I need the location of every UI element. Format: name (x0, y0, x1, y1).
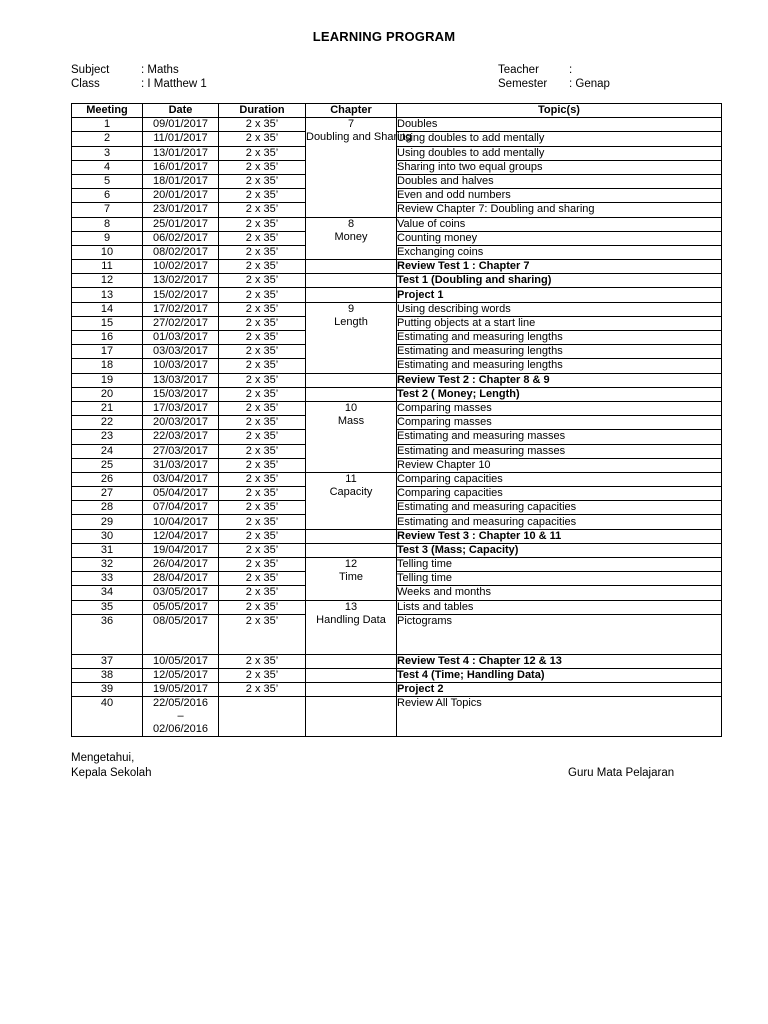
table-row (72, 401, 722, 415)
duration-cell: 2 x 35’ (219, 401, 306, 415)
header-duration: Duration (219, 104, 306, 118)
date-cell: 19/05/2017 (143, 683, 219, 697)
meeting-cell: 30 (72, 529, 143, 543)
date-cell: 07/04/2017 (143, 501, 219, 515)
topic-cell: Using doubles to add mentally (397, 132, 722, 146)
meeting-cell: 14 (72, 302, 143, 316)
meeting-cell: 37 (72, 654, 143, 668)
table-row (72, 697, 722, 737)
class-value: : I Matthew 1 (141, 78, 207, 90)
chapter-number: 13 (344, 600, 358, 613)
table-row (72, 458, 722, 472)
chapter-cell-empty (306, 683, 397, 697)
topic-cell: Review Test 2 : Chapter 8 & 9 (397, 373, 722, 387)
header-meeting: Meeting (72, 104, 143, 118)
table-row (72, 217, 722, 231)
chapter-number: 7 (347, 118, 355, 131)
teacher-value: : (569, 64, 573, 76)
meeting-cell: 17 (72, 345, 143, 359)
table-row (72, 472, 722, 486)
duration-cell: 2 x 35’ (219, 331, 306, 345)
date-cell: 13/01/2017 (143, 146, 219, 160)
topic-cell: Estimating and measuring lengths (397, 331, 722, 345)
date-cell: 13/02/2017 (143, 274, 219, 288)
table-row (72, 501, 722, 515)
table-row (72, 387, 722, 401)
subject-label: Subject (71, 64, 110, 76)
table-row (72, 160, 722, 174)
chapter-number: 8 (347, 217, 355, 230)
date-cell: 03/04/2017 (143, 472, 219, 486)
date-cell: 23/01/2017 (143, 203, 219, 217)
date-cell: 18/01/2017 (143, 174, 219, 188)
duration-cell: 2 x 35’ (219, 444, 306, 458)
table-row (72, 260, 722, 274)
chapter-cell-13 (306, 600, 397, 654)
topic-cell: Estimating and measuring lengths (397, 359, 722, 373)
duration-cell: 2 x 35’ (219, 586, 306, 600)
topic-cell: Test 4 (Time; Handling Data) (397, 668, 722, 682)
meeting-cell: 2 (72, 132, 143, 146)
duration-cell: 2 x 35’ (219, 373, 306, 387)
chapter-cell-8 (306, 217, 397, 260)
duration-cell: 2 x 35’ (219, 600, 306, 614)
chapter-name: Money (334, 230, 368, 243)
meeting-cell: 25 (72, 458, 143, 472)
table-header-row (72, 104, 722, 118)
chapter-name: Doubling and Sharing (306, 131, 412, 144)
date-cell: 31/03/2017 (143, 458, 219, 472)
date-cell: 08/02/2017 (143, 245, 219, 259)
duration-cell: 2 x 35’ (219, 316, 306, 330)
meeting-cell: 21 (72, 401, 143, 415)
chapter-cell-empty (306, 373, 397, 387)
date-cell: 15/03/2017 (143, 387, 219, 401)
topic-cell: Exchanging coins (397, 245, 722, 259)
date-cell: 17/02/2017 (143, 302, 219, 316)
duration-cell: 2 x 35’ (219, 558, 306, 572)
duration-cell: 2 x 35’ (219, 430, 306, 444)
table-row (72, 302, 722, 316)
duration-cell: 2 x 35’ (219, 543, 306, 557)
footer-acknowledge (71, 751, 152, 781)
table-row (72, 543, 722, 557)
table-row (72, 572, 722, 586)
date-cell: 10/05/2017 (143, 654, 219, 668)
chapter-cell-11 (306, 472, 397, 529)
topic-cell: Review Test 4 : Chapter 12 & 13 (397, 654, 722, 668)
footer-guru: Guru Mata Pelajaran (568, 767, 675, 779)
meeting-cell: 4 (72, 160, 143, 174)
header-date: Date (143, 104, 219, 118)
duration-cell: 2 x 35’ (219, 458, 306, 472)
duration-cell: 2 x 35’ (219, 302, 306, 316)
topic-cell: Sharing into two equal groups (397, 160, 722, 174)
date-cell: 13/03/2017 (143, 373, 219, 387)
duration-cell: 2 x 35’ (219, 359, 306, 373)
header-topics: Topic(s) (397, 104, 722, 118)
topic-cell: Estimating and measuring masses (397, 444, 722, 458)
duration-cell: 2 x 35’ (219, 132, 306, 146)
topic-cell: Value of coins (397, 217, 722, 231)
date-cell: 26/04/2017 (143, 558, 219, 572)
table-row (72, 274, 722, 288)
semester-label: Semester (498, 78, 548, 90)
meeting-cell: 38 (72, 668, 143, 682)
date-cell: 06/02/2017 (143, 231, 219, 245)
topic-cell: Lists and tables (397, 600, 722, 614)
meeting-cell: 34 (72, 586, 143, 600)
meeting-cell: 28 (72, 501, 143, 515)
chapter-number: 9 (347, 302, 355, 315)
table-row (72, 189, 722, 203)
table-row (72, 316, 722, 330)
date-cell: 05/05/2017 (143, 600, 219, 614)
meeting-cell: 15 (72, 316, 143, 330)
topic-cell: Estimating and measuring masses (397, 430, 722, 444)
meeting-cell: 8 (72, 217, 143, 231)
topic-cell: Test 1 (Doubling and sharing) (397, 274, 722, 288)
duration-cell: 2 x 35’ (219, 160, 306, 174)
date-cell: 12/04/2017 (143, 529, 219, 543)
date-cell: 15/02/2017 (143, 288, 219, 302)
date-cell: 20/01/2017 (143, 189, 219, 203)
date-range-date-from: 22/05/2016 (152, 697, 209, 710)
topic-cell: Review Chapter 7: Doubling and sharing (397, 203, 722, 217)
duration-cell: 2 x 35’ (219, 529, 306, 543)
meeting-cell: 40 (72, 697, 143, 737)
date-cell: 12/05/2017 (143, 668, 219, 682)
meeting-cell: 12 (72, 274, 143, 288)
meeting-cell: 7 (72, 203, 143, 217)
date-range-cell (143, 697, 219, 737)
meeting-cell: 1 (72, 118, 143, 132)
duration-cell: 2 x 35’ (219, 288, 306, 302)
table-row (72, 203, 722, 217)
duration-cell: 2 x 35’ (219, 217, 306, 231)
duration-cell: 2 x 35’ (219, 146, 306, 160)
duration-cell: 2 x 35’ (219, 683, 306, 697)
table-row (72, 600, 722, 614)
meeting-cell: 19 (72, 373, 143, 387)
meeting-cell: 29 (72, 515, 143, 529)
meeting-cell: 3 (72, 146, 143, 160)
duration-cell: 2 x 35’ (219, 487, 306, 501)
topic-cell: Project 2 (397, 683, 722, 697)
chapter-name: Mass (337, 414, 365, 427)
table-row (72, 668, 722, 682)
topic-cell: Review Chapter 10 (397, 458, 722, 472)
subject-line (71, 63, 179, 77)
topic-cell: Counting money (397, 231, 722, 245)
date-cell: 27/02/2017 (143, 316, 219, 330)
footer-kepala-sekolah: Kepala Sekolah (71, 767, 152, 779)
chapter-name: Length (334, 315, 368, 328)
date-cell: 16/01/2017 (143, 160, 219, 174)
duration-cell: 2 x 35’ (219, 245, 306, 259)
meeting-cell: 20 (72, 387, 143, 401)
page-title: LEARNING PROGRAM (312, 29, 456, 44)
duration-cell: 2 x 35’ (219, 260, 306, 274)
meeting-cell: 11 (72, 260, 143, 274)
topic-cell: Review Test 1 : Chapter 7 (397, 260, 722, 274)
table-row (72, 487, 722, 501)
topic-cell: Estimating and measuring lengths (397, 345, 722, 359)
meeting-cell: 22 (72, 416, 143, 430)
meeting-cell: 6 (72, 189, 143, 203)
topic-cell: Telling time (397, 572, 722, 586)
duration-cell: 2 x 35’ (219, 231, 306, 245)
topic-cell: Pictograms (397, 614, 722, 654)
chapter-name: Capacity (329, 485, 373, 498)
topic-cell: Comparing masses (397, 416, 722, 430)
duration-cell: 2 x 35’ (219, 387, 306, 401)
class-line (71, 77, 207, 91)
teacher-label: Teacher (498, 64, 539, 76)
date-cell: 05/04/2017 (143, 487, 219, 501)
date-cell: 22/03/2017 (143, 430, 219, 444)
table-row (72, 231, 722, 245)
date-cell: 25/01/2017 (143, 217, 219, 231)
table-row (72, 614, 722, 654)
topic-cell: Project 1 (397, 288, 722, 302)
date-cell: 10/02/2017 (143, 260, 219, 274)
chapter-cell-empty (306, 387, 397, 401)
meeting-cell: 18 (72, 359, 143, 373)
topic-cell: Test 3 (Mass; Capacity) (397, 543, 722, 557)
table-row (72, 331, 722, 345)
chapter-cell-12 (306, 558, 397, 601)
table-row (72, 245, 722, 259)
date-cell: 10/03/2017 (143, 359, 219, 373)
table-row (72, 288, 722, 302)
chapter-cell-empty (306, 529, 397, 543)
duration-cell: 2 x 35’ (219, 189, 306, 203)
topic-cell: Estimating and measuring capacities (397, 501, 722, 515)
chapter-cell-10 (306, 401, 397, 472)
duration-cell: 2 x 35’ (219, 174, 306, 188)
chapter-cell-empty (306, 654, 397, 668)
meeting-cell: 35 (72, 600, 143, 614)
topic-cell: Review All Topics (397, 697, 722, 737)
chapter-cell-empty (306, 697, 397, 737)
chapter-name: Handling Data (316, 613, 386, 626)
date-cell: 09/01/2017 (143, 118, 219, 132)
meeting-cell: 31 (72, 543, 143, 557)
topic-cell: Comparing masses (397, 401, 722, 415)
duration-cell: 2 x 35’ (219, 345, 306, 359)
footer-mengetahui: Mengetahui, (71, 752, 135, 764)
date-cell: 17/03/2017 (143, 401, 219, 415)
teacher-line (498, 63, 573, 77)
duration-cell: 2 x 35’ (219, 515, 306, 529)
class-label: Class (71, 78, 100, 90)
duration-cell: 2 x 35’ (219, 472, 306, 486)
chapter-cell-7 (306, 118, 412, 217)
duration-cell: 2 x 35’ (219, 654, 306, 668)
topic-cell: Review Test 3 : Chapter 10 & 11 (397, 529, 722, 543)
semester-line (498, 77, 610, 91)
table-row (72, 558, 722, 572)
table-row (72, 118, 722, 132)
meeting-cell: 32 (72, 558, 143, 572)
meeting-cell: 33 (72, 572, 143, 586)
meeting-cell: 10 (72, 245, 143, 259)
topic-cell: Putting objects at a start line (397, 316, 722, 330)
duration-cell: 2 x 35’ (219, 668, 306, 682)
date-cell: 27/03/2017 (143, 444, 219, 458)
duration-cell: 2 x 35’ (219, 203, 306, 217)
table-row (72, 444, 722, 458)
meeting-cell: 26 (72, 472, 143, 486)
topic-cell: Using doubles to add mentally (397, 146, 722, 160)
subject-value: : Maths (141, 64, 179, 76)
topic-cell: Even and odd numbers (397, 189, 722, 203)
date-cell: 01/03/2017 (143, 331, 219, 345)
chapter-cell-empty (306, 668, 397, 682)
table-row (72, 345, 722, 359)
date-cell: 03/05/2017 (143, 586, 219, 600)
chapter-name: Time (338, 571, 364, 583)
meeting-cell: 36 (72, 614, 143, 654)
meeting-cell: 27 (72, 487, 143, 501)
topic-cell: Doubles (397, 118, 722, 132)
topic-cell: Weeks and months (397, 586, 722, 600)
meeting-cell: 39 (72, 683, 143, 697)
topic-cell: Using describing words (397, 302, 722, 316)
duration-cell: 2 x 35’ (219, 614, 306, 654)
chapter-cell-empty (306, 260, 397, 274)
chapter-number: 10 (344, 401, 358, 414)
date-cell: 19/04/2017 (143, 543, 219, 557)
table-row (72, 529, 722, 543)
semester-value: : Genap (569, 78, 610, 90)
date-cell: 11/01/2017 (143, 132, 219, 146)
chapter-cell-empty (306, 288, 397, 302)
topic-cell: Comparing capacities (397, 472, 722, 486)
duration-cell: 2 x 35’ (219, 118, 306, 132)
table-row (72, 515, 722, 529)
date-range-date-sep: – (177, 710, 184, 723)
table-row (72, 586, 722, 600)
duration-cell: 2 x 35’ (219, 416, 306, 430)
table-row (72, 174, 722, 188)
chapter-number: 11 (345, 472, 357, 485)
table-row (72, 683, 722, 697)
table-row (72, 430, 722, 444)
learning-program-table (71, 103, 722, 737)
chapter-number: 12 (344, 558, 358, 570)
table-row (72, 373, 722, 387)
meeting-cell: 24 (72, 444, 143, 458)
meeting-cell: 23 (72, 430, 143, 444)
date-range-date-to: 02/06/2016 (152, 723, 209, 736)
table-row (72, 132, 722, 146)
date-cell: 20/03/2017 (143, 416, 219, 430)
table-row (72, 146, 722, 160)
table-row (72, 359, 722, 373)
duration-cell (219, 697, 306, 737)
header-chapter: Chapter (306, 104, 397, 118)
topic-cell: Comparing capacities (397, 487, 722, 501)
date-cell: 08/05/2017 (143, 614, 219, 654)
duration-cell: 2 x 35’ (219, 572, 306, 586)
topic-cell: Estimating and measuring capacities (397, 515, 722, 529)
date-cell: 10/04/2017 (143, 515, 219, 529)
meeting-cell: 13 (72, 288, 143, 302)
duration-cell: 2 x 35’ (219, 501, 306, 515)
topic-cell: Test 2 ( Money; Length) (397, 387, 722, 401)
table-row (72, 654, 722, 668)
meeting-cell: 5 (72, 174, 143, 188)
topic-cell: Telling time (397, 558, 722, 572)
topic-cell: Doubles and halves (397, 174, 722, 188)
chapter-cell-empty (306, 543, 397, 557)
meeting-cell: 9 (72, 231, 143, 245)
date-cell: 03/03/2017 (143, 345, 219, 359)
table-row (72, 416, 722, 430)
duration-cell: 2 x 35’ (219, 274, 306, 288)
date-cell: 28/04/2017 (143, 572, 219, 586)
meeting-cell: 16 (72, 331, 143, 345)
chapter-cell-9 (306, 302, 397, 373)
chapter-cell-empty (306, 274, 397, 288)
